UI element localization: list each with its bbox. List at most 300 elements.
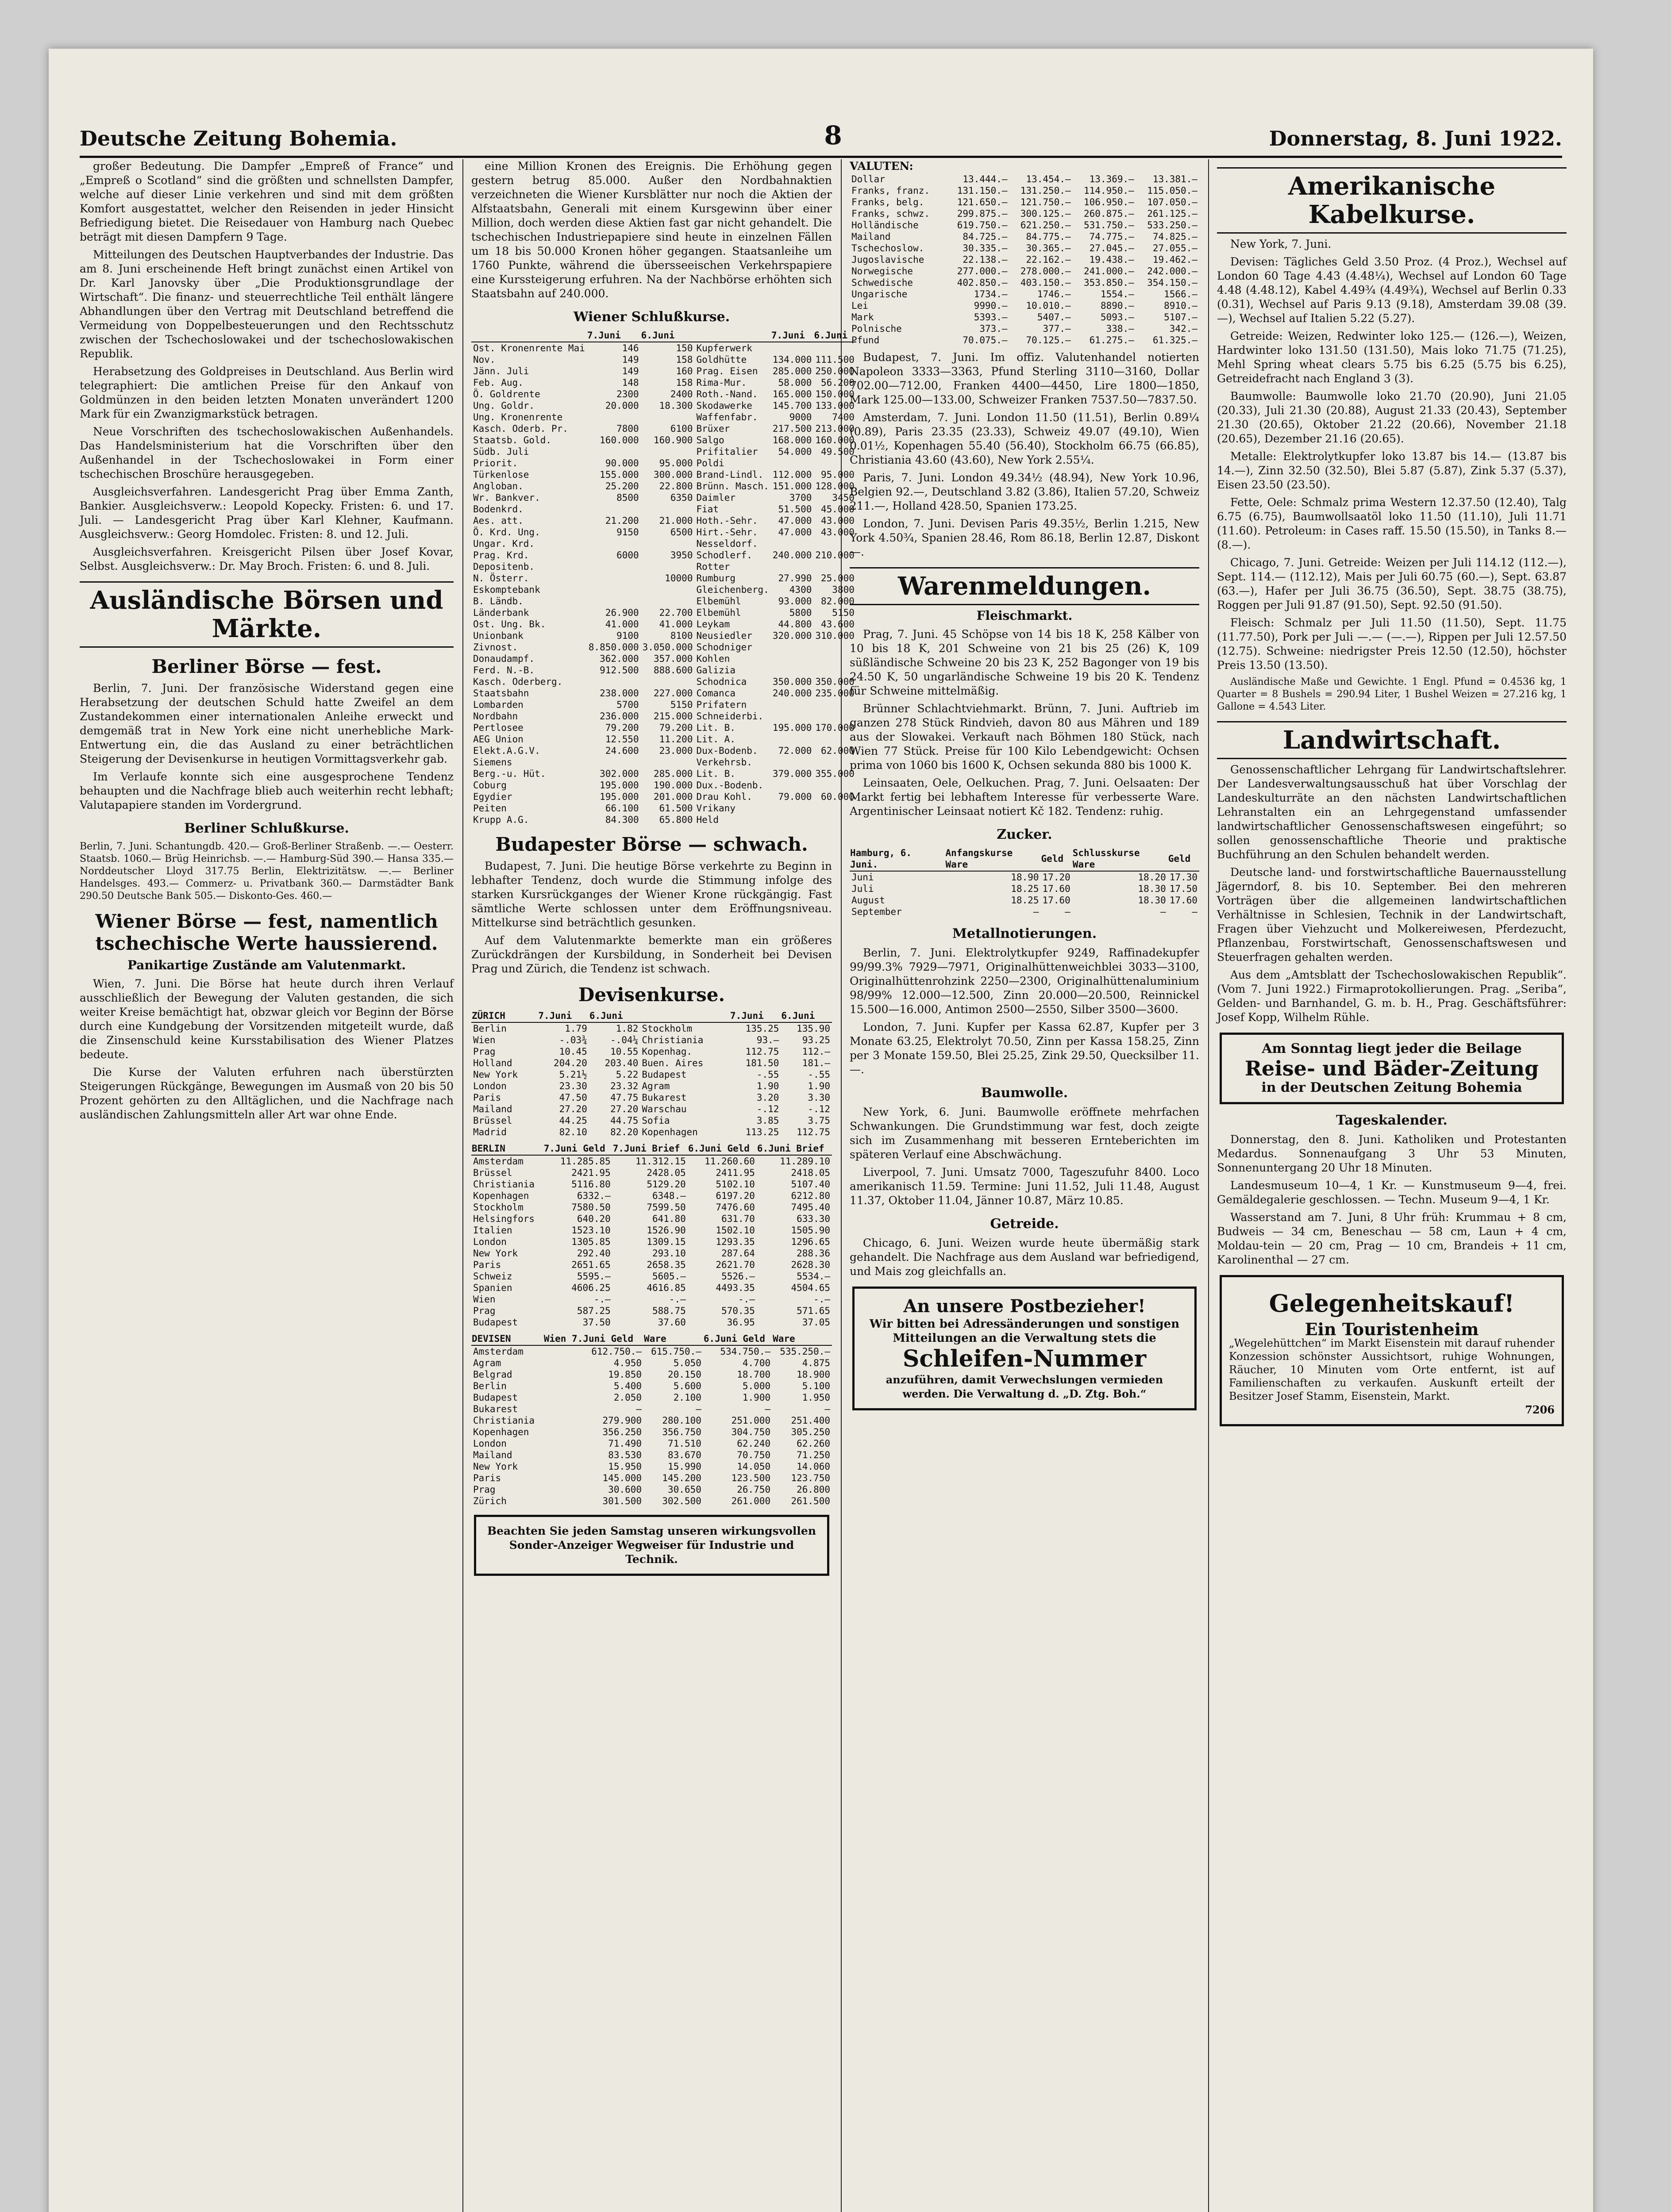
table-header-cell xyxy=(471,329,587,342)
article-paragraph: Fette, Oele: Schmalz prima Western 12.37.50 (12.40), Talg 6.75 (6.75), Baumwollsaatöl loko 11.50 (11.10), Juli 11.71 (11.60). Petroleum: in Cases raff. 15.50 (15.50), in Tanks 8.— (8.—). xyxy=(1217,496,1567,551)
table-cell: 21.200 xyxy=(605,515,639,526)
table-cell: 195.000 xyxy=(600,791,639,802)
table-cell: 190.000 xyxy=(653,780,693,791)
table-cell: 165.000 xyxy=(772,389,812,399)
table-cell: 158 xyxy=(676,354,693,365)
agriculture-title: Landwirtschaft. xyxy=(1217,721,1567,759)
table-cell: 24.600 xyxy=(605,745,639,756)
table-cell: Berlin xyxy=(473,1023,507,1034)
table-cell: 47.000 xyxy=(778,527,812,538)
table-cell: -.— xyxy=(669,1294,686,1305)
table-cell: 37.60 xyxy=(658,1317,686,1328)
table-cell: Stockholm xyxy=(642,1023,693,1034)
table-row xyxy=(471,1179,832,1190)
table-row xyxy=(850,883,1199,895)
table-cell: Amsterdam xyxy=(473,1346,524,1357)
table-cell xyxy=(587,561,641,572)
table-row xyxy=(850,277,1199,288)
table-cell: 7800 xyxy=(616,423,639,434)
table-cell: Prag. Eisen xyxy=(696,366,758,376)
table-cell: 277.000.— xyxy=(957,266,1008,276)
table-cell: 633.30 xyxy=(797,1214,830,1224)
table-row xyxy=(471,1369,832,1380)
table-cell: Wien xyxy=(473,1294,496,1305)
table-cell: 5093.— xyxy=(1100,312,1134,323)
table-cell: Dux-Bodenb. xyxy=(696,745,758,756)
table-cell: 310.000 xyxy=(815,630,855,641)
table-cell: 27.20 xyxy=(559,1104,587,1114)
table-cell: New York xyxy=(473,1069,518,1080)
table-cell: Pertlosee xyxy=(473,722,524,733)
table-cell xyxy=(587,572,641,584)
table-row xyxy=(850,288,1199,300)
table-header-cell xyxy=(640,1010,730,1022)
table-cell: 45.000 xyxy=(821,504,855,515)
table-row xyxy=(471,791,856,803)
table-cell: 285.000 xyxy=(772,366,812,376)
table-cell: 350.000 xyxy=(772,676,812,687)
table-cell: 1746.— xyxy=(1037,289,1071,300)
table-cell: 5150 xyxy=(670,699,693,710)
table-row xyxy=(471,757,856,768)
table-cell: Eskomptebank xyxy=(473,584,540,595)
table-row xyxy=(471,1317,832,1328)
table-cell: 74.775.— xyxy=(1089,231,1134,242)
table-cell: Aes. att. xyxy=(473,515,524,526)
table-cell: Helsingfors xyxy=(473,1214,535,1224)
table-cell: 30.600 xyxy=(608,1484,642,1495)
table-cell: Prifitalier xyxy=(696,446,758,457)
table-cell: — xyxy=(1033,906,1039,917)
table-cell: 379.000 xyxy=(772,768,812,779)
table-cell: Skodawerke xyxy=(696,400,752,411)
table-cell: 13.454.— xyxy=(1026,174,1071,184)
table-cell: 8890.— xyxy=(1100,300,1134,311)
table-cell: 8500 xyxy=(616,492,639,503)
table-cell: 4.875 xyxy=(802,1358,830,1368)
table-cell: Budapest xyxy=(473,1317,518,1328)
table-cell: Brüssel xyxy=(473,1167,512,1178)
table-cell: 23.000 xyxy=(659,745,693,756)
table-cell: 123.750 xyxy=(791,1473,830,1483)
table-row xyxy=(850,208,1199,219)
table-cell: Goldhütte xyxy=(696,354,747,365)
article-paragraph: Leinsaaten, Oele, Oelkuchen. Prag, 7. Juni. Oelsaaten: Der Markt fertig bei lebhaftem Interesse für verbesserte Ware. Argentinischer Leinsaat notiert Kč 182. Tendenz: ruhig. xyxy=(850,776,1199,818)
table-cell: New York xyxy=(473,1248,518,1259)
table-cell: 82.10 xyxy=(559,1127,587,1137)
table-cell: 588.75 xyxy=(652,1306,686,1316)
table-row xyxy=(471,584,856,595)
zurich-rates-table xyxy=(471,1010,832,1138)
table-cell: 26.800 xyxy=(797,1484,830,1495)
table-cell: Lit. B. xyxy=(696,768,735,779)
table-cell: 242.000.— xyxy=(1147,266,1197,276)
table-cell: 10.45 xyxy=(559,1046,587,1057)
table-cell: 1309.15 xyxy=(647,1237,686,1247)
table-cell: 6348.— xyxy=(652,1190,686,1201)
budapest-report xyxy=(471,859,832,976)
table-cell: 27.055.— xyxy=(1152,243,1197,253)
table-cell: 18.900 xyxy=(797,1369,830,1380)
table-cell: -.04¼ xyxy=(610,1035,639,1045)
table-cell: 354.150.— xyxy=(1147,277,1197,288)
table-cell: 912.500 xyxy=(600,665,639,676)
table-cell: 21.000 xyxy=(659,515,693,526)
table-cell: 238.000 xyxy=(600,688,639,699)
table-cell: — xyxy=(696,1404,701,1414)
table-cell: 65.800 xyxy=(659,814,693,825)
article-paragraph: New York, 7. Juni. xyxy=(1230,238,1332,250)
table-cell: 160.000 xyxy=(600,435,639,445)
table-cell: 131.250.— xyxy=(1020,185,1071,196)
table-cell: 18.30 xyxy=(1138,883,1166,894)
table-cell: Elbemühl xyxy=(696,596,741,607)
article-paragraph: großer Bedeutung. Die Dampfer „Empreß of France“ und „Empreß o Scotland“ sind die größten und schnellsten Dampfer, welche auf dieser Linie verkehren und sind mit dem größten Komfort ausgestattet, welcher den Reisenden in jeder Hinsicht Befriedigung bietet. Die Reisedauer von Hamburg nach Quebec beträgt mit diesen Dampfern 9 Tage. xyxy=(80,160,454,243)
table-cell: Brünn. Masch. xyxy=(696,481,769,492)
table-cell: 11.289.10 xyxy=(780,1156,830,1167)
table-cell: 47.75 xyxy=(610,1092,639,1103)
table-row xyxy=(471,342,856,354)
table-cell: 240.000 xyxy=(772,688,812,699)
table-cell: 18.90 xyxy=(1011,872,1039,883)
american-cable-rates xyxy=(1217,237,1567,672)
table-row xyxy=(471,1103,832,1115)
table-cell: 888.600 xyxy=(653,665,693,676)
table-row xyxy=(471,549,856,561)
table-cell: — xyxy=(765,1404,771,1414)
table-cell: Franks, franz. xyxy=(851,185,930,196)
table-cell: 43.600 xyxy=(821,619,855,630)
table-cell: Berlin xyxy=(473,1381,507,1391)
goods-reports-title: Warenmeldungen. xyxy=(850,567,1199,605)
table-cell xyxy=(641,595,695,607)
table-header-cell: 7.Juni xyxy=(538,1010,589,1022)
table-cell: -.55 xyxy=(808,1069,830,1080)
table-cell: Gleichenberg. xyxy=(696,584,769,595)
table-cell: 90.000 xyxy=(605,458,639,469)
table-cell: 71.510 xyxy=(668,1438,701,1449)
table-cell: -.03¾ xyxy=(559,1035,587,1045)
table-row xyxy=(471,745,856,757)
table-row xyxy=(471,1236,832,1248)
table-cell: Waffenfabr. xyxy=(696,412,758,422)
table-cell: 1526.90 xyxy=(647,1225,686,1236)
table-cell: Kopenhag. xyxy=(642,1046,693,1057)
table-cell: Christiania xyxy=(473,1179,535,1190)
table-cell: 5.22 xyxy=(616,1069,639,1080)
table-cell: 168.000 xyxy=(772,435,812,445)
table-row xyxy=(850,871,1199,883)
table-cell: Elekt.A.G.V. xyxy=(473,745,540,756)
table-cell: 4616.85 xyxy=(647,1283,686,1293)
column-rule xyxy=(1208,159,1209,2212)
table-row xyxy=(471,722,856,733)
table-cell: 299.875.— xyxy=(957,208,1008,219)
table-cell: Nesseldorf. xyxy=(696,538,758,549)
table-cell: 5102.10 xyxy=(716,1179,755,1190)
table-cell: Wien xyxy=(473,1035,496,1045)
table-cell: Lit. A. xyxy=(696,734,735,745)
table-cell: Mailand xyxy=(473,1450,512,1460)
table-cell: Ungarische xyxy=(851,289,908,300)
table-header-cell: Anfangskurse Ware xyxy=(945,847,1041,871)
masthead-title: Deutsche Zeitung Bohemia. xyxy=(80,127,397,150)
table-row xyxy=(471,411,856,423)
table-cell: 293.10 xyxy=(652,1248,686,1259)
table-cell: 280.100 xyxy=(662,1415,701,1426)
table-row xyxy=(471,1190,832,1202)
table-row xyxy=(471,1092,832,1103)
notice-text: Wir bitten bei Adressänderungen und sonstigen Mitteilungen an die Verwaltung stets die xyxy=(869,1317,1180,1345)
table-cell: 20.000 xyxy=(605,400,639,411)
sunday-supplement-box xyxy=(1220,1033,1564,1104)
table-header-cell: DEVISEN xyxy=(471,1333,543,1345)
table-row xyxy=(471,1282,832,1294)
table-row xyxy=(471,492,856,503)
table-row xyxy=(471,1155,832,1167)
table-cell: 213.000 xyxy=(815,423,855,434)
table-cell: Kohlen xyxy=(696,653,730,664)
table-cell: 210.000 xyxy=(815,550,855,561)
article-paragraph: Neue Vorschriften des tschechoslowakischen Außenhandels. Das Handelsministerium hat die Vorschriften über den Außenhandel in der Tschechoslowakei in Form einer tschechischen Broschüre herausgegeben. xyxy=(80,425,454,480)
table-row xyxy=(471,653,856,664)
table-cell: 3800 xyxy=(832,584,855,595)
table-cell: 93.25 xyxy=(802,1035,830,1045)
article-paragraph: Baumwolle: Baumwolle loko 21.70 (20.90), Juni 21.05 (20.33), Juli 21.30 (20.88), August 21.33 (20.43), September 21.30 (20.65), Oktober 21.22 (20.66), November 21.18 (20.65), Dezember 21.16 (20.65). xyxy=(1217,390,1567,445)
table-header-cell: 6.Juni xyxy=(813,329,856,342)
table-cell: 135.25 xyxy=(745,1023,779,1034)
table-cell: 201.000 xyxy=(653,791,693,802)
table-header-cell: 6.Juni xyxy=(781,1010,832,1022)
table-cell: August xyxy=(851,895,885,906)
advertiser-notice-text: Beachten Sie jeden Samstag unseren wirkungsvollen Sonder-Anzeiger Wegweiser für Industrie und Technik. xyxy=(487,1525,816,1566)
bargain-number: 7206 xyxy=(1525,1403,1555,1416)
table-cell: 5.400 xyxy=(613,1381,642,1391)
table-cell: London xyxy=(473,1438,507,1449)
table-row xyxy=(471,457,856,469)
table-cell: Madrid xyxy=(473,1127,507,1137)
table-cell: 181.— xyxy=(802,1058,830,1068)
article-paragraph: New York, 6. Juni. Baumwolle eröffnete mehrfachen Schwankungen. Die Grundstimmung war fest, doch zeigte sich im Zusammenhang mit besseren Ernteberichten im späteren Verlauf eine Abschwächung. xyxy=(850,1106,1199,1161)
table-cell: 215.000 xyxy=(653,711,693,722)
table-cell: 4493.35 xyxy=(716,1283,755,1293)
table-cell: Nordbahn xyxy=(473,711,518,722)
table-cell: 3.050.000 xyxy=(642,642,693,653)
article-paragraph: Amsterdam, 7. Juni. London 11.50 (11.51), Berlin 0.89¼ (0.89), Paris 23.35 (23.33), Schweiz 49.07 (49.10), Wien 0.01½, Kopenhagen 55.40 (56.40), Stockholm 66.75 (66.85), Christiania 43.60 (43.60), New York 2.55¼. xyxy=(850,411,1199,466)
table-cell: 3950 xyxy=(670,550,693,561)
table-cell: Kasch. Oderberg. xyxy=(473,676,563,687)
table-cell: 6100 xyxy=(670,423,693,434)
table-cell: Berg.-u. Hüt. xyxy=(473,768,546,779)
table-cell: 2300 xyxy=(616,389,639,399)
table-cell: 9150 xyxy=(616,527,639,538)
table-cell: Ung. Goldr. xyxy=(473,400,535,411)
table-row xyxy=(471,1415,832,1426)
table-cell: Ost. Kronenrente Mai xyxy=(473,343,585,353)
column-3 xyxy=(850,159,1199,2212)
table-cell xyxy=(771,699,814,710)
table-cell xyxy=(641,561,695,572)
table-cell: Drau Kohl. xyxy=(696,791,752,802)
table-cell: 19.462.— xyxy=(1152,254,1197,265)
table-cell: 71.250 xyxy=(797,1450,830,1460)
table-cell: 23.30 xyxy=(559,1081,587,1091)
table-cell: 5526.— xyxy=(721,1271,755,1282)
table-cell: 62.260 xyxy=(797,1438,830,1449)
table-cell: Peiten xyxy=(473,803,507,814)
table-cell: 82.20 xyxy=(610,1127,639,1137)
table-cell xyxy=(771,780,814,791)
table-cell xyxy=(771,814,814,826)
table-cell: 15.990 xyxy=(668,1461,701,1472)
table-cell: -.— xyxy=(593,1294,611,1305)
table-cell: Budapest xyxy=(473,1392,518,1403)
table-cell: 95.000 xyxy=(659,458,693,469)
table-row xyxy=(471,572,856,584)
table-cell: 1502.10 xyxy=(716,1225,755,1236)
table-cell: 23.32 xyxy=(610,1081,639,1091)
table-row xyxy=(850,219,1199,231)
table-cell xyxy=(771,457,814,469)
table-row xyxy=(471,780,856,791)
table-row xyxy=(471,1069,832,1080)
table-cell: 72.000 xyxy=(778,745,812,756)
table-cell: 240.000 xyxy=(772,550,812,561)
sugar-table xyxy=(850,847,1199,918)
table-cell: Roth.-Nand. xyxy=(696,389,758,399)
column-1 xyxy=(80,159,454,2212)
table-cell: 2400 xyxy=(670,389,693,399)
metal-quotes-title: Metallnotierungen. xyxy=(952,926,1097,941)
table-row xyxy=(850,231,1199,242)
table-cell: Paris xyxy=(473,1473,501,1483)
table-row xyxy=(850,242,1199,254)
table-cell: 70.750 xyxy=(737,1450,771,1460)
table-cell: -.— xyxy=(738,1294,755,1305)
sunday-line-3: in der Deutschen Zeitung Bohemia xyxy=(1261,1080,1522,1095)
notice-big-text: Schleifen-Nummer xyxy=(902,1345,1147,1372)
meat-market-subtitle: Fleischmarkt. xyxy=(976,608,1073,623)
table-cell: 41.000 xyxy=(659,619,693,630)
article-paragraph: Liverpool, 7. Juni. Umsatz 7000, Tageszufuhr 8400. Loco amerikanisch 11.59. Termine: Juni 11.52, Juli 11.48, August 11.37, Oktober 11.04, Jänner 10.87, März 10.85. xyxy=(850,1166,1199,1207)
table-cell: Donaudampf. xyxy=(473,653,535,664)
table-header-cell: Geld xyxy=(1168,847,1199,871)
table-cell: 146 xyxy=(622,343,639,353)
table-cell: 13.381.— xyxy=(1152,174,1197,184)
table-cell: Polnische xyxy=(851,323,902,334)
table-cell: Holländische xyxy=(851,220,919,230)
cotton-title: Baumwolle. xyxy=(981,1085,1068,1101)
table-cell: Elbemühl xyxy=(696,607,741,618)
table-cell: 170.000 xyxy=(815,722,855,733)
table-cell: 2651.65 xyxy=(571,1260,611,1270)
table-cell: 30.365.— xyxy=(1026,243,1071,253)
table-cell xyxy=(641,538,695,549)
table-cell: 641.80 xyxy=(652,1214,686,1224)
advertiser-notice-box xyxy=(474,1515,829,1576)
table-cell: 3.30 xyxy=(808,1092,830,1103)
table-cell: 5.050 xyxy=(673,1358,701,1368)
table-cell: Kupferwerk xyxy=(696,343,752,353)
table-cell: 2628.30 xyxy=(791,1260,830,1270)
table-cell: 27.990 xyxy=(778,573,812,584)
table-cell: 181.50 xyxy=(745,1058,779,1068)
table-cell: Galizia xyxy=(696,665,735,676)
table-cell: Schodlerf. xyxy=(696,550,752,561)
table-cell: 5.21½ xyxy=(559,1069,587,1080)
table-cell xyxy=(771,710,814,722)
table-cell: Bukarest xyxy=(642,1092,687,1103)
table-cell: 350.000 xyxy=(815,676,855,687)
table-cell: Ö. Goldrente xyxy=(473,389,540,399)
table-cell: 22.138.— xyxy=(963,254,1008,265)
table-cell: 3.20 xyxy=(756,1092,779,1103)
table-row xyxy=(850,254,1199,265)
table-header-cell: 7.Juni Brief xyxy=(612,1142,688,1155)
table-cell: 11.285.85 xyxy=(560,1156,611,1167)
table-cell: 1.90 xyxy=(756,1081,779,1091)
table-cell: Ungar. Krd. xyxy=(473,538,535,549)
table-header-cell: 7.Juni xyxy=(587,329,641,342)
agriculture-articles xyxy=(1217,763,1567,1025)
table-cell: 106.950.— xyxy=(1084,197,1134,207)
table-cell: 403.150.— xyxy=(1020,277,1071,288)
table-cell: 534.750.— xyxy=(720,1346,771,1357)
table-cell xyxy=(587,676,641,687)
table-cell: 1293.35 xyxy=(716,1237,755,1247)
table-row xyxy=(471,400,856,411)
table-cell: 1.79 xyxy=(565,1023,587,1034)
table-cell: 6350 xyxy=(670,492,693,503)
table-cell: Staatsbahn xyxy=(473,688,529,699)
table-cell: 3.85 xyxy=(756,1115,779,1126)
table-row xyxy=(471,595,856,607)
table-cell: 402.850.— xyxy=(957,277,1008,288)
table-cell: Jänn. Juli xyxy=(473,366,529,376)
table-cell: 5116.80 xyxy=(571,1179,611,1190)
table-row xyxy=(471,1202,832,1213)
table-row xyxy=(471,641,856,653)
table-cell: Nov. xyxy=(473,354,496,365)
table-cell: 22.800 xyxy=(659,481,693,492)
table-cell: 2.100 xyxy=(673,1392,701,1403)
valuten-table xyxy=(850,173,1199,346)
table-cell: Budapest xyxy=(642,1069,687,1080)
table-row xyxy=(471,434,856,446)
table-cell: 4606.25 xyxy=(571,1283,611,1293)
table-cell: 5800 xyxy=(789,607,812,618)
table-row xyxy=(471,1248,832,1259)
table-row xyxy=(471,1403,832,1415)
table-cell: 83.530 xyxy=(608,1450,642,1460)
table-row xyxy=(471,469,856,480)
table-cell: 7599.50 xyxy=(647,1202,686,1213)
table-cell: 640.20 xyxy=(577,1214,611,1224)
table-cell: 17.20 xyxy=(1042,872,1070,883)
table-cell: — xyxy=(1160,906,1166,917)
article-paragraph: Budapest, 7. Juni. Die heutige Börse verkehrte zu Beginn in lebhafter Tendenz, doch wurde die Stimmung infolge des starken Kursrückganges der Wiener Krone rückgängig. Fast sämtliche Werte schlossen unter dem Eröffnungsniveau. Mittelkurse sind beträchtlich gesunken. xyxy=(471,860,832,929)
table-cell: Agram xyxy=(642,1081,670,1091)
table-cell: 338.— xyxy=(1106,323,1134,334)
table-row xyxy=(471,676,856,687)
table-row xyxy=(471,446,856,457)
table-cell: 151.000 xyxy=(772,481,812,492)
table-cell: 5407.— xyxy=(1037,312,1071,323)
table-cell: Christiania xyxy=(642,1035,704,1045)
table-cell: 7495.40 xyxy=(791,1202,830,1213)
table-cell: Italien xyxy=(473,1225,512,1236)
table-header-cell: Geld xyxy=(1041,847,1072,871)
